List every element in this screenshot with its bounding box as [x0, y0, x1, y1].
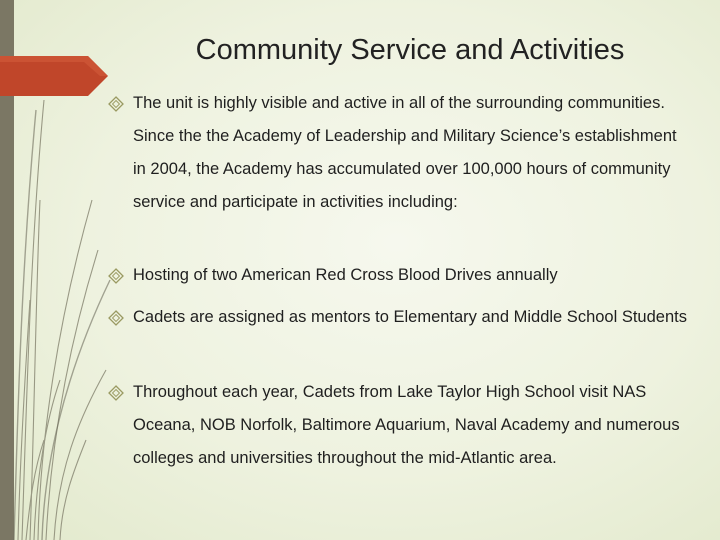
- slide-title: Community Service and Activities: [195, 34, 625, 66]
- title-accent-tab: [0, 56, 108, 96]
- diamond-outline-icon: [108, 268, 124, 284]
- bullet-text: The unit is highly visible and active in all of the surrounding communities. Since the the Academy of Leadership and Military Science’s establishment in 2004, the Academy has accumulated over 100,000 hours of community service and participate in activities including:: [133, 94, 677, 211]
- bullet-text: Cadets are assigned as mentors to Elementary and Middle School Students: [133, 308, 687, 326]
- bullet-text: Throughout each year, Cadets from Lake Taylor High School visit NAS Oceana, NOB Norfolk, Baltimore Aquarium, Naval Academy and numerous colleges and universities throughout the mid-Atlantic area.: [133, 383, 680, 467]
- bullet-text: Hosting of two American Red Cross Blood Drives annually: [133, 266, 558, 284]
- diamond-outline-icon: [108, 385, 124, 401]
- diamond-outline-icon: [108, 310, 124, 326]
- diamond-outline-icon: [108, 96, 124, 112]
